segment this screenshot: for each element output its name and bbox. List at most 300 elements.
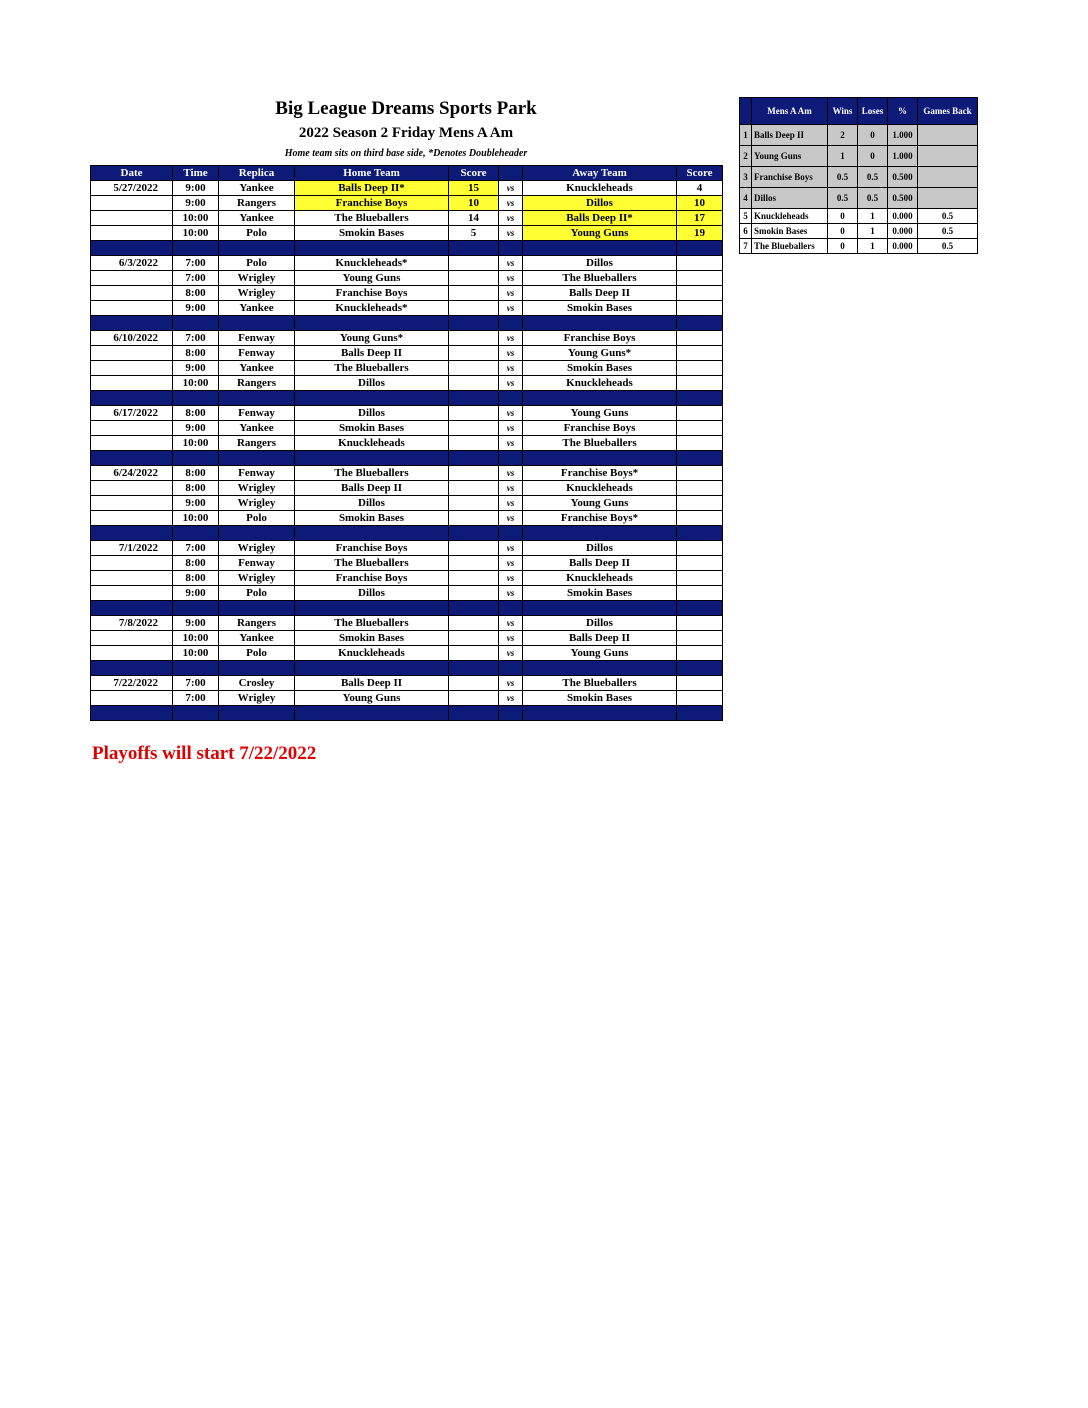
spacer-cell bbox=[523, 706, 677, 721]
game-time: 10:00 bbox=[173, 436, 219, 451]
home-score bbox=[449, 586, 499, 601]
spacer-cell bbox=[677, 661, 723, 676]
standings-row bbox=[740, 188, 978, 209]
vs-label: vs bbox=[499, 481, 523, 496]
page-note: Home team sits on third base side, *Denotes Doubleheader bbox=[284, 148, 528, 159]
spacer-cell bbox=[91, 241, 173, 256]
away-score bbox=[677, 331, 723, 346]
away-score bbox=[677, 271, 723, 286]
standings-wins: 0.5 bbox=[828, 167, 858, 188]
away-team: Young Guns bbox=[523, 646, 677, 661]
home-team: Balls Deep II bbox=[295, 346, 449, 361]
game-date bbox=[91, 346, 173, 361]
game-field: Fenway bbox=[219, 406, 295, 421]
vs-label: vs bbox=[499, 541, 523, 556]
game-date: 7/1/2022 bbox=[91, 541, 173, 556]
home-team: Smokin Bases bbox=[295, 511, 449, 526]
vs-label: vs bbox=[499, 511, 523, 526]
vs-label: vs bbox=[499, 181, 523, 196]
table-row bbox=[91, 496, 723, 511]
schedule-spacer-row bbox=[91, 601, 723, 616]
away-score bbox=[677, 556, 723, 571]
spacer-cell bbox=[295, 661, 449, 676]
spacer-cell bbox=[173, 601, 219, 616]
vs-label: vs bbox=[499, 691, 523, 706]
spacer-cell bbox=[219, 451, 295, 466]
game-time: 7:00 bbox=[173, 256, 219, 271]
game-field: Wrigley bbox=[219, 271, 295, 286]
spacer-cell bbox=[677, 526, 723, 541]
home-team: Knuckleheads bbox=[295, 646, 449, 661]
spacer-cell bbox=[173, 241, 219, 256]
game-date bbox=[91, 271, 173, 286]
game-time: 7:00 bbox=[173, 331, 219, 346]
standings-pct: 0.000 bbox=[888, 239, 918, 254]
home-score: 5 bbox=[449, 226, 499, 241]
away-score bbox=[677, 631, 723, 646]
spacer-cell bbox=[295, 526, 449, 541]
away-team: Dillos bbox=[523, 541, 677, 556]
spacer-cell bbox=[449, 241, 499, 256]
spacer-cell bbox=[219, 601, 295, 616]
game-field: Wrigley bbox=[219, 496, 295, 511]
spacer-cell bbox=[449, 316, 499, 331]
spacer-cell bbox=[499, 706, 523, 721]
spacer-cell bbox=[295, 316, 449, 331]
game-date bbox=[91, 376, 173, 391]
table-row bbox=[91, 481, 723, 496]
away-score bbox=[677, 376, 723, 391]
game-field: Yankee bbox=[219, 631, 295, 646]
away-team: Knuckleheads bbox=[523, 376, 677, 391]
standings-row bbox=[740, 239, 978, 254]
standings-table bbox=[739, 97, 978, 254]
page-subtitle: 2022 Season 2 Friday Mens A Am bbox=[298, 125, 514, 141]
away-score bbox=[677, 571, 723, 586]
standings-pct: 0.500 bbox=[888, 188, 918, 209]
game-field: Wrigley bbox=[219, 691, 295, 706]
home-score bbox=[449, 616, 499, 631]
schedule-spacer-row bbox=[91, 451, 723, 466]
spacer-cell bbox=[677, 316, 723, 331]
spacer-cell bbox=[219, 661, 295, 676]
home-score bbox=[449, 361, 499, 376]
schedule-header-row bbox=[91, 166, 723, 181]
away-score: 10 bbox=[677, 196, 723, 211]
spacer-cell bbox=[91, 706, 173, 721]
vs-label: vs bbox=[499, 346, 523, 361]
home-score bbox=[449, 406, 499, 421]
away-score bbox=[677, 676, 723, 691]
spacer-cell bbox=[173, 526, 219, 541]
standings-games-back: 0.5 bbox=[918, 239, 978, 254]
standings-header-pct: % bbox=[888, 98, 918, 125]
standings-wins: 1 bbox=[828, 146, 858, 167]
home-score: 14 bbox=[449, 211, 499, 226]
game-time: 8:00 bbox=[173, 556, 219, 571]
table-row bbox=[91, 646, 723, 661]
spacer-cell bbox=[499, 526, 523, 541]
home-team: Dillos bbox=[295, 496, 449, 511]
home-team: Smokin Bases bbox=[295, 226, 449, 241]
game-time: 7:00 bbox=[173, 691, 219, 706]
game-field: Crosley bbox=[219, 676, 295, 691]
game-date bbox=[91, 196, 173, 211]
game-field: Yankee bbox=[219, 211, 295, 226]
game-date bbox=[91, 226, 173, 241]
away-team: Smokin Bases bbox=[523, 586, 677, 601]
away-team: The Blueballers bbox=[523, 436, 677, 451]
away-score bbox=[677, 616, 723, 631]
home-score bbox=[449, 346, 499, 361]
table-row bbox=[91, 436, 723, 451]
away-team: The Blueballers bbox=[523, 271, 677, 286]
game-date: 6/10/2022 bbox=[91, 331, 173, 346]
game-field: Fenway bbox=[219, 466, 295, 481]
spacer-cell bbox=[219, 526, 295, 541]
spacer-cell bbox=[449, 661, 499, 676]
away-team: Young Guns bbox=[523, 226, 677, 241]
standings-pct: 0.000 bbox=[888, 224, 918, 239]
game-time: 10:00 bbox=[173, 211, 219, 226]
table-row bbox=[91, 631, 723, 646]
spacer-cell bbox=[449, 451, 499, 466]
table-row bbox=[91, 196, 723, 211]
spacer-cell bbox=[677, 241, 723, 256]
away-team: Smokin Bases bbox=[523, 691, 677, 706]
game-field: Fenway bbox=[219, 556, 295, 571]
page-title: Big League Dreams Sports Park bbox=[275, 98, 537, 119]
spacer-cell bbox=[91, 601, 173, 616]
home-team: Franchise Boys bbox=[295, 196, 449, 211]
game-field: Polo bbox=[219, 256, 295, 271]
spacer-cell bbox=[173, 316, 219, 331]
spacer-cell bbox=[295, 706, 449, 721]
standings-team: Balls Deep II bbox=[752, 125, 828, 146]
game-field: Polo bbox=[219, 226, 295, 241]
game-field: Yankee bbox=[219, 361, 295, 376]
table-row bbox=[91, 541, 723, 556]
spacer-cell bbox=[219, 706, 295, 721]
home-team: Dillos bbox=[295, 586, 449, 601]
game-field: Yankee bbox=[219, 181, 295, 196]
standings-team: Smokin Bases bbox=[752, 224, 828, 239]
game-time: 8:00 bbox=[173, 571, 219, 586]
vs-label: vs bbox=[499, 586, 523, 601]
game-field: Wrigley bbox=[219, 541, 295, 556]
home-team: Knuckleheads* bbox=[295, 301, 449, 316]
away-score: 19 bbox=[677, 226, 723, 241]
away-team: Young Guns* bbox=[523, 346, 677, 361]
table-row bbox=[91, 256, 723, 271]
table-row bbox=[91, 586, 723, 601]
standings-team: Franchise Boys bbox=[752, 167, 828, 188]
vs-label: vs bbox=[499, 556, 523, 571]
standings-wins: 0 bbox=[828, 224, 858, 239]
home-team: The Blueballers bbox=[295, 361, 449, 376]
table-row bbox=[91, 181, 723, 196]
away-score bbox=[677, 436, 723, 451]
spacer-cell bbox=[91, 316, 173, 331]
standings-row bbox=[740, 224, 978, 239]
away-score bbox=[677, 346, 723, 361]
table-row bbox=[91, 406, 723, 421]
spacer-cell bbox=[295, 241, 449, 256]
game-date bbox=[91, 286, 173, 301]
game-date: 7/22/2022 bbox=[91, 676, 173, 691]
home-score bbox=[449, 376, 499, 391]
game-date bbox=[91, 301, 173, 316]
game-field: Fenway bbox=[219, 346, 295, 361]
game-time: 8:00 bbox=[173, 466, 219, 481]
standings-wins: 0 bbox=[828, 209, 858, 224]
game-date bbox=[91, 496, 173, 511]
away-team: The Blueballers bbox=[523, 676, 677, 691]
away-score bbox=[677, 541, 723, 556]
spacer-cell bbox=[499, 391, 523, 406]
vs-label: vs bbox=[499, 436, 523, 451]
game-field: Polo bbox=[219, 646, 295, 661]
game-date bbox=[91, 421, 173, 436]
game-time: 8:00 bbox=[173, 346, 219, 361]
spacer-cell bbox=[499, 316, 523, 331]
away-team: Dillos bbox=[523, 616, 677, 631]
schedule-spacer-row bbox=[91, 391, 723, 406]
away-score bbox=[677, 691, 723, 706]
home-score: 15 bbox=[449, 181, 499, 196]
away-score bbox=[677, 496, 723, 511]
game-time: 8:00 bbox=[173, 481, 219, 496]
home-team: Dillos bbox=[295, 376, 449, 391]
home-team: Young Guns bbox=[295, 691, 449, 706]
away-score bbox=[677, 406, 723, 421]
standings-header-loses: Loses bbox=[858, 98, 888, 125]
home-score bbox=[449, 496, 499, 511]
spacer-cell bbox=[523, 601, 677, 616]
away-score bbox=[677, 256, 723, 271]
standings-row bbox=[740, 146, 978, 167]
away-team: Franchise Boys* bbox=[523, 466, 677, 481]
home-score bbox=[449, 481, 499, 496]
vs-label: vs bbox=[499, 676, 523, 691]
game-date bbox=[91, 586, 173, 601]
away-team: Franchise Boys bbox=[523, 331, 677, 346]
vs-label: vs bbox=[499, 301, 523, 316]
standings-pct: 1.000 bbox=[888, 125, 918, 146]
spacer-cell bbox=[91, 451, 173, 466]
spacer-cell bbox=[173, 706, 219, 721]
standings-games-back: 0.5 bbox=[918, 224, 978, 239]
game-time: 10:00 bbox=[173, 631, 219, 646]
game-time: 10:00 bbox=[173, 646, 219, 661]
column-header-date: Date bbox=[91, 166, 173, 181]
away-team: Franchise Boys bbox=[523, 421, 677, 436]
column-header-replica: Replica bbox=[219, 166, 295, 181]
game-time: 8:00 bbox=[173, 286, 219, 301]
vs-label: vs bbox=[499, 646, 523, 661]
standings-games-back: 0.5 bbox=[918, 209, 978, 224]
column-header-vs bbox=[499, 166, 523, 181]
spacer-cell bbox=[449, 706, 499, 721]
away-score bbox=[677, 586, 723, 601]
game-field: Rangers bbox=[219, 616, 295, 631]
home-team: The Blueballers bbox=[295, 466, 449, 481]
vs-label: vs bbox=[499, 466, 523, 481]
game-field: Polo bbox=[219, 586, 295, 601]
away-team: Young Guns bbox=[523, 406, 677, 421]
spacer-cell bbox=[677, 601, 723, 616]
table-row bbox=[91, 271, 723, 286]
table-row bbox=[91, 226, 723, 241]
game-date bbox=[91, 571, 173, 586]
home-team: Smokin Bases bbox=[295, 631, 449, 646]
game-time: 9:00 bbox=[173, 496, 219, 511]
home-score bbox=[449, 511, 499, 526]
standings-games-back bbox=[918, 146, 978, 167]
vs-label: vs bbox=[499, 331, 523, 346]
game-time: 9:00 bbox=[173, 421, 219, 436]
away-score bbox=[677, 301, 723, 316]
home-score bbox=[449, 256, 499, 271]
home-team: Franchise Boys bbox=[295, 541, 449, 556]
standings-rank: 7 bbox=[740, 239, 752, 254]
table-row bbox=[91, 286, 723, 301]
spacer-cell bbox=[523, 391, 677, 406]
standings-team: Knuckleheads bbox=[752, 209, 828, 224]
standings-header-team: Mens A Am bbox=[752, 98, 828, 125]
home-team: Young Guns* bbox=[295, 331, 449, 346]
home-score bbox=[449, 631, 499, 646]
table-row bbox=[91, 556, 723, 571]
away-team: Knuckleheads bbox=[523, 181, 677, 196]
game-time: 7:00 bbox=[173, 541, 219, 556]
home-team: Balls Deep II bbox=[295, 676, 449, 691]
spacer-cell bbox=[219, 316, 295, 331]
column-header-away-score: Score bbox=[677, 166, 723, 181]
game-field: Rangers bbox=[219, 196, 295, 211]
away-score bbox=[677, 646, 723, 661]
vs-label: vs bbox=[499, 616, 523, 631]
game-time: 10:00 bbox=[173, 511, 219, 526]
home-score bbox=[449, 421, 499, 436]
game-time: 9:00 bbox=[173, 181, 219, 196]
standings-rank: 3 bbox=[740, 167, 752, 188]
game-field: Yankee bbox=[219, 301, 295, 316]
schedule-body bbox=[91, 181, 723, 721]
vs-label: vs bbox=[499, 496, 523, 511]
spacer-cell bbox=[499, 451, 523, 466]
home-score: 10 bbox=[449, 196, 499, 211]
table-row bbox=[91, 301, 723, 316]
playoffs-notice: Playoffs will start 7/22/2022 bbox=[92, 743, 317, 764]
game-date bbox=[91, 511, 173, 526]
standings-team: Dillos bbox=[752, 188, 828, 209]
away-team: Balls Deep II* bbox=[523, 211, 677, 226]
standings-rank: 4 bbox=[740, 188, 752, 209]
spacer-cell bbox=[523, 526, 677, 541]
standings-loses: 1 bbox=[858, 239, 888, 254]
away-score: 4 bbox=[677, 181, 723, 196]
vs-label: vs bbox=[499, 226, 523, 241]
game-field: Polo bbox=[219, 511, 295, 526]
game-date: 7/8/2022 bbox=[91, 616, 173, 631]
standings-loses: 0 bbox=[858, 146, 888, 167]
spacer-cell bbox=[499, 601, 523, 616]
spacer-cell bbox=[295, 601, 449, 616]
game-time: 10:00 bbox=[173, 226, 219, 241]
table-row bbox=[91, 331, 723, 346]
home-team: Young Guns bbox=[295, 271, 449, 286]
spacer-cell bbox=[173, 391, 219, 406]
game-field: Yankee bbox=[219, 421, 295, 436]
away-score bbox=[677, 421, 723, 436]
standings-row bbox=[740, 125, 978, 146]
vs-label: vs bbox=[499, 256, 523, 271]
vs-label: vs bbox=[499, 196, 523, 211]
spacer-cell bbox=[523, 241, 677, 256]
home-score bbox=[449, 436, 499, 451]
vs-label: vs bbox=[499, 571, 523, 586]
game-field: Fenway bbox=[219, 331, 295, 346]
home-team: Knuckleheads bbox=[295, 436, 449, 451]
game-date: 6/17/2022 bbox=[91, 406, 173, 421]
table-row bbox=[91, 691, 723, 706]
standings-rank: 1 bbox=[740, 125, 752, 146]
standings-header-games-back: Games Back bbox=[918, 98, 978, 125]
home-team: Smokin Bases bbox=[295, 421, 449, 436]
away-team: Smokin Bases bbox=[523, 301, 677, 316]
away-score bbox=[677, 361, 723, 376]
table-row bbox=[91, 361, 723, 376]
home-score bbox=[449, 571, 499, 586]
spacer-cell bbox=[91, 391, 173, 406]
spacer-cell bbox=[449, 391, 499, 406]
home-team: Knuckleheads* bbox=[295, 256, 449, 271]
standings-header-wins: Wins bbox=[828, 98, 858, 125]
spacer-cell bbox=[449, 601, 499, 616]
home-score bbox=[449, 286, 499, 301]
table-row bbox=[91, 616, 723, 631]
schedule-spacer-row bbox=[91, 661, 723, 676]
standings-header-row bbox=[740, 98, 978, 125]
game-time: 10:00 bbox=[173, 376, 219, 391]
home-score bbox=[449, 541, 499, 556]
game-date bbox=[91, 481, 173, 496]
standings-rank: 2 bbox=[740, 146, 752, 167]
column-header-home-team: Home Team bbox=[295, 166, 449, 181]
home-score bbox=[449, 466, 499, 481]
away-team: Knuckleheads bbox=[523, 481, 677, 496]
away-team: Young Guns bbox=[523, 496, 677, 511]
standings-loses: 0.5 bbox=[858, 167, 888, 188]
spacer-cell bbox=[219, 241, 295, 256]
table-row bbox=[91, 466, 723, 481]
standings-wins: 0.5 bbox=[828, 188, 858, 209]
away-team: Dillos bbox=[523, 256, 677, 271]
table-row bbox=[91, 511, 723, 526]
home-team: Balls Deep II* bbox=[295, 181, 449, 196]
table-row bbox=[91, 211, 723, 226]
standings-rank: 6 bbox=[740, 224, 752, 239]
game-field: Rangers bbox=[219, 376, 295, 391]
vs-label: vs bbox=[499, 406, 523, 421]
vs-label: vs bbox=[499, 211, 523, 226]
game-date bbox=[91, 361, 173, 376]
schedule-spacer-row bbox=[91, 526, 723, 541]
home-score bbox=[449, 556, 499, 571]
game-time: 9:00 bbox=[173, 586, 219, 601]
vs-label: vs bbox=[499, 271, 523, 286]
